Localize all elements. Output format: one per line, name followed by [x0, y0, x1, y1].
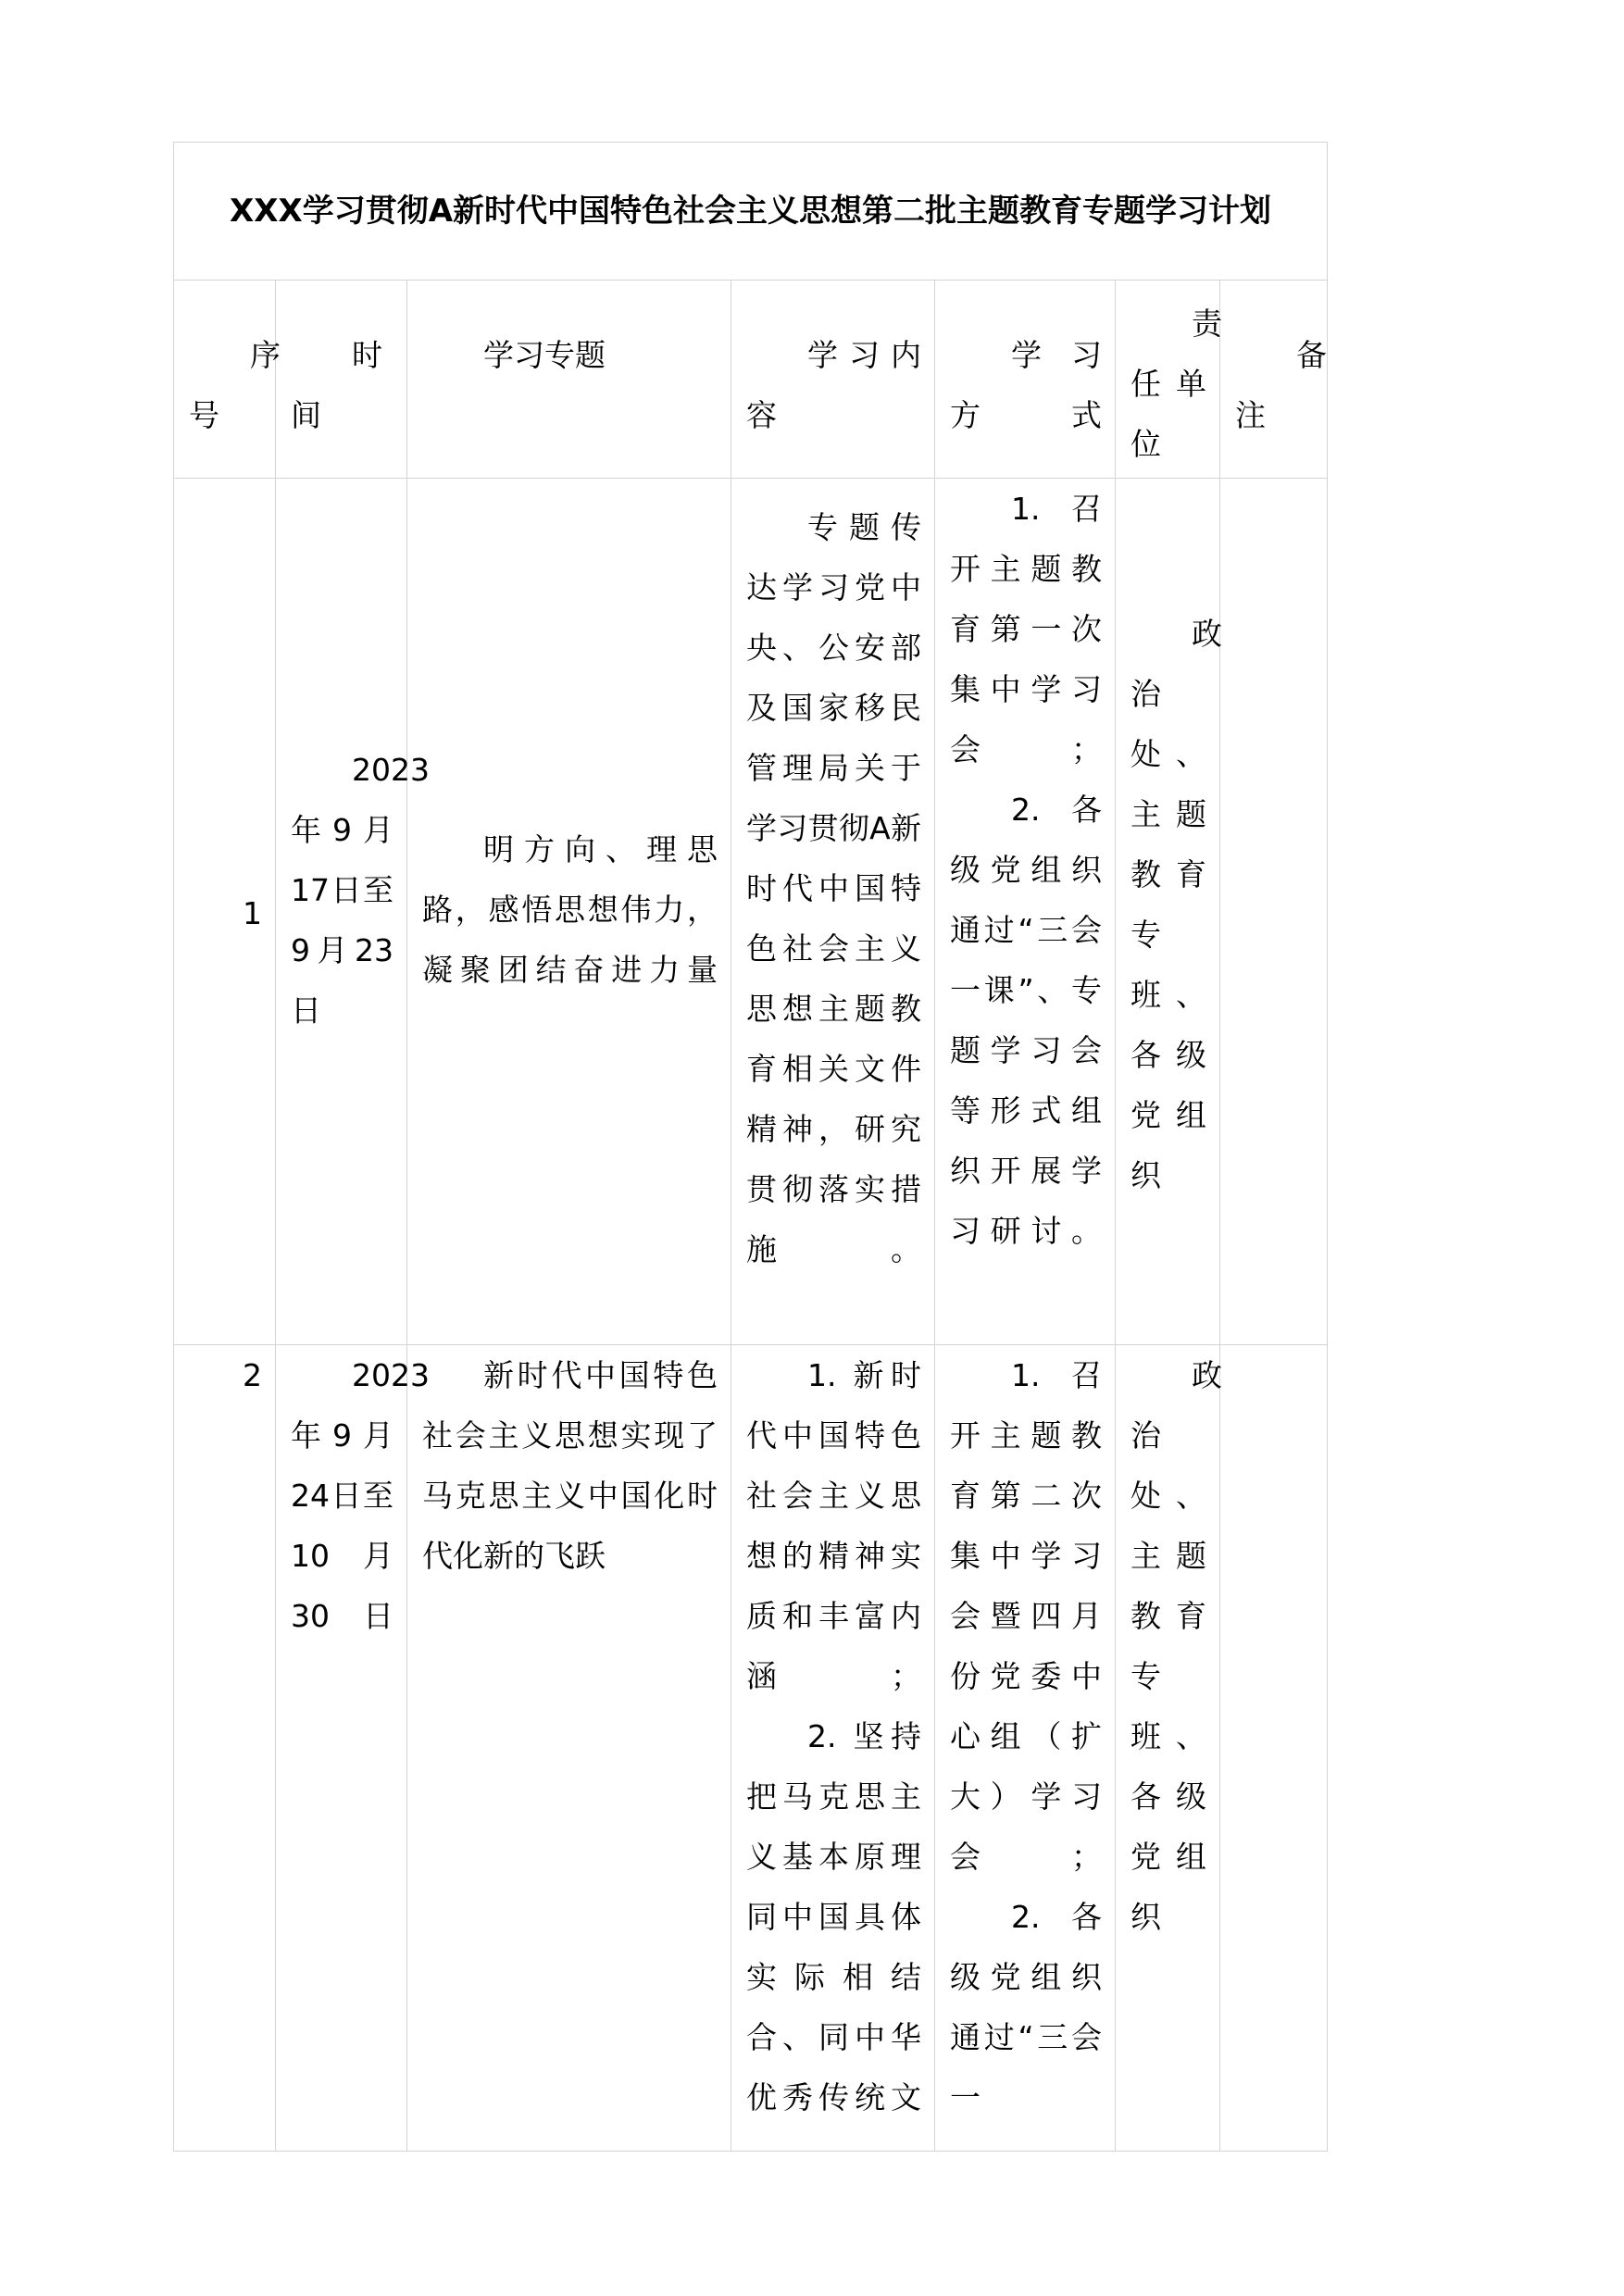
header-time: 时间: [276, 281, 407, 479]
header-content: 学习内容: [731, 281, 935, 479]
row-topic: 明方向、理思路，感悟思想伟力，凝聚团结奋进力量: [407, 479, 731, 1345]
study-plan-table: [173, 142, 1328, 2152]
row-seq: 2: [174, 1345, 276, 2152]
method-paragraph: 2. 各级党组织通过“三会一: [950, 1899, 1102, 2115]
row-time: 2023年9月24日至10月30日: [276, 1345, 407, 2152]
method-paragraph: 1. 召开主题教育第二次集中学习会暨四月份党委中心组（扩大）学习会；: [950, 1357, 1102, 1875]
row-note: [1220, 479, 1328, 1345]
header-method: 学习方式: [935, 281, 1116, 479]
table-row: [174, 479, 1328, 1345]
row-method: [935, 1345, 1116, 2152]
row-content: [731, 1345, 935, 2152]
header-topic: 学习专题: [407, 281, 731, 479]
title-row: [174, 143, 1328, 281]
header-unit: 责任单位: [1116, 281, 1220, 479]
row-note: [1220, 1345, 1328, 2152]
row-method: [935, 479, 1116, 1345]
row-unit: 政治处、主题教育专班、各级党组织: [1116, 479, 1220, 1345]
table-row: [174, 1345, 1328, 2152]
header-seq: 序号: [174, 281, 276, 479]
row-content: [731, 479, 935, 1345]
method-paragraph: 1. 召开主题教育第一次集中学习会；: [950, 491, 1102, 767]
row-seq: 1: [174, 479, 276, 1345]
header-row: [174, 281, 1328, 479]
row-time: 2023年9月17日至9月23日: [276, 479, 407, 1345]
content-paragraph: 1. 新时代中国特色社会主义思想的精神实质和丰富内涵；: [746, 1357, 921, 1694]
content-paragraph: 2. 坚持把马克思主义基本原理同中国具体实际相结合、同中华优秀传统文: [746, 1718, 921, 2115]
page-title: XXX学习贯彻A新时代中国特色社会主义思想第二批主题教育专题学习计划: [174, 143, 1328, 281]
content-paragraph: 专题传达学习党中央、公安部及国家移民管理局关于学习贯彻A新时代中国特色社会主义思想主题教育相关文件精神，研究贯彻落实措施。: [746, 509, 921, 1267]
row-unit: 政治处、主题教育专班、各级党组织: [1116, 1345, 1220, 2152]
row-topic: 新时代中国特色社会主义思想实现了马克思主义中国化时代化新的飞跃: [407, 1345, 731, 2152]
header-note: 备注: [1220, 281, 1328, 479]
method-paragraph: 2. 各级党组织通过“三会一课”、专题学习会等形式组织开展学习研讨。: [950, 792, 1102, 1249]
